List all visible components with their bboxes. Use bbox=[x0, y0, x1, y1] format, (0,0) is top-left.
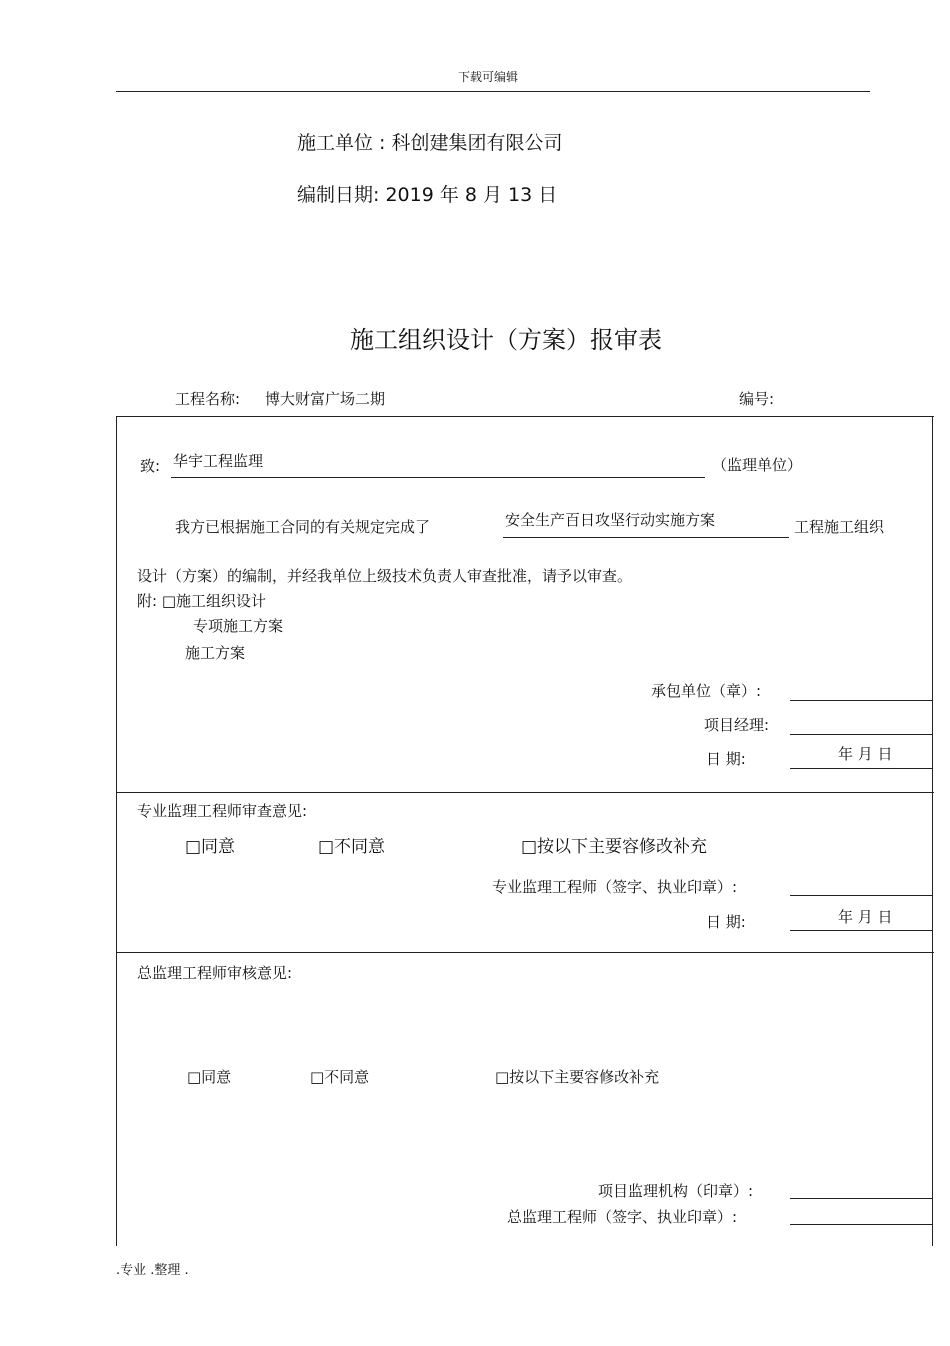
completion-sentence-start: 我方已根据施工合同的有关规定完成了 bbox=[175, 518, 431, 536]
section-divider-2 bbox=[116, 952, 934, 953]
contractor-seal-field bbox=[790, 700, 932, 701]
specialist-review-heading: 专业监理工程师审查意见: bbox=[137, 802, 308, 820]
supervision-unit-value: 华宇工程监理 bbox=[173, 452, 264, 470]
plan-name-underline bbox=[503, 537, 789, 538]
table-top-border bbox=[116, 416, 934, 417]
contractor-seal-label: 承包单位（章）: bbox=[651, 682, 762, 700]
completion-sentence-end: 设计（方案）的编制，并经我单位上级技术负责人审查批准，请予以审查。 bbox=[137, 567, 633, 585]
attachment-item-3: 施工方案 bbox=[185, 644, 246, 662]
specialist-option-agree[interactable]: □同意 bbox=[185, 837, 236, 857]
project-name-value: 博大财富广场二期 bbox=[265, 390, 386, 408]
chief-review-heading: 总监理工程师审核意见: bbox=[137, 964, 293, 982]
chief-engineer-label: 总监理工程师（签字、执业印章）: bbox=[507, 1208, 738, 1226]
chief-engineer-field bbox=[790, 1224, 932, 1225]
supervision-unit-underline bbox=[171, 477, 705, 478]
attachment-item-1: 附: □施工组织设计 bbox=[137, 592, 266, 610]
section2-date-field bbox=[790, 930, 932, 931]
compile-date-line: 编制日期: 2019 年 8 月 13 日 bbox=[297, 184, 558, 206]
header-rule bbox=[116, 91, 870, 92]
specialist-option-revise[interactable]: □按以下主要容修改补充 bbox=[521, 837, 708, 857]
section2-date-value: 年 月 日 bbox=[838, 908, 893, 926]
section1-date-field bbox=[790, 768, 932, 769]
section2-date-label: 日 期: bbox=[706, 913, 746, 931]
construction-unit-line: 施工单位 : 科创建集团有限公司 bbox=[297, 132, 563, 154]
project-name-label: 工程名称: bbox=[175, 390, 241, 408]
completion-sentence-mid: 工程施工组织 bbox=[794, 518, 885, 536]
supervision-org-seal-field bbox=[790, 1198, 932, 1199]
form-title: 施工组织设计（方案）报审表 bbox=[350, 326, 662, 354]
chief-option-disagree[interactable]: □不同意 bbox=[310, 1068, 370, 1086]
section1-date-value: 年 月 日 bbox=[838, 745, 893, 763]
header-note: 下载可编辑 bbox=[458, 70, 519, 84]
section-divider-1 bbox=[116, 792, 934, 793]
table-left-border bbox=[116, 416, 117, 1246]
specialist-engineer-field bbox=[790, 895, 932, 896]
supervision-unit-suffix: （监理单位） bbox=[712, 456, 803, 474]
project-manager-label: 项目经理: bbox=[704, 716, 770, 734]
to-label: 致: bbox=[140, 457, 161, 475]
section1-date-label: 日 期: bbox=[706, 750, 746, 768]
specialist-option-disagree[interactable]: □不同意 bbox=[318, 837, 386, 857]
supervision-org-seal-label: 项目监理机构（印章）: bbox=[598, 1182, 754, 1200]
footer-note: .专业 .整理 . bbox=[116, 1263, 189, 1278]
attachment-item-2: 专项施工方案 bbox=[193, 617, 284, 635]
specialist-engineer-label: 专业监理工程师（签字、执业印章）: bbox=[492, 878, 738, 896]
chief-option-revise[interactable]: □按以下主要容修改补充 bbox=[495, 1068, 660, 1086]
table-right-border bbox=[932, 416, 933, 1246]
plan-name-value: 安全生产百日攻坚行动实施方案 bbox=[505, 511, 716, 529]
chief-option-agree[interactable]: □同意 bbox=[187, 1068, 232, 1086]
project-manager-field bbox=[790, 734, 932, 735]
number-label: 编号: bbox=[739, 390, 775, 408]
